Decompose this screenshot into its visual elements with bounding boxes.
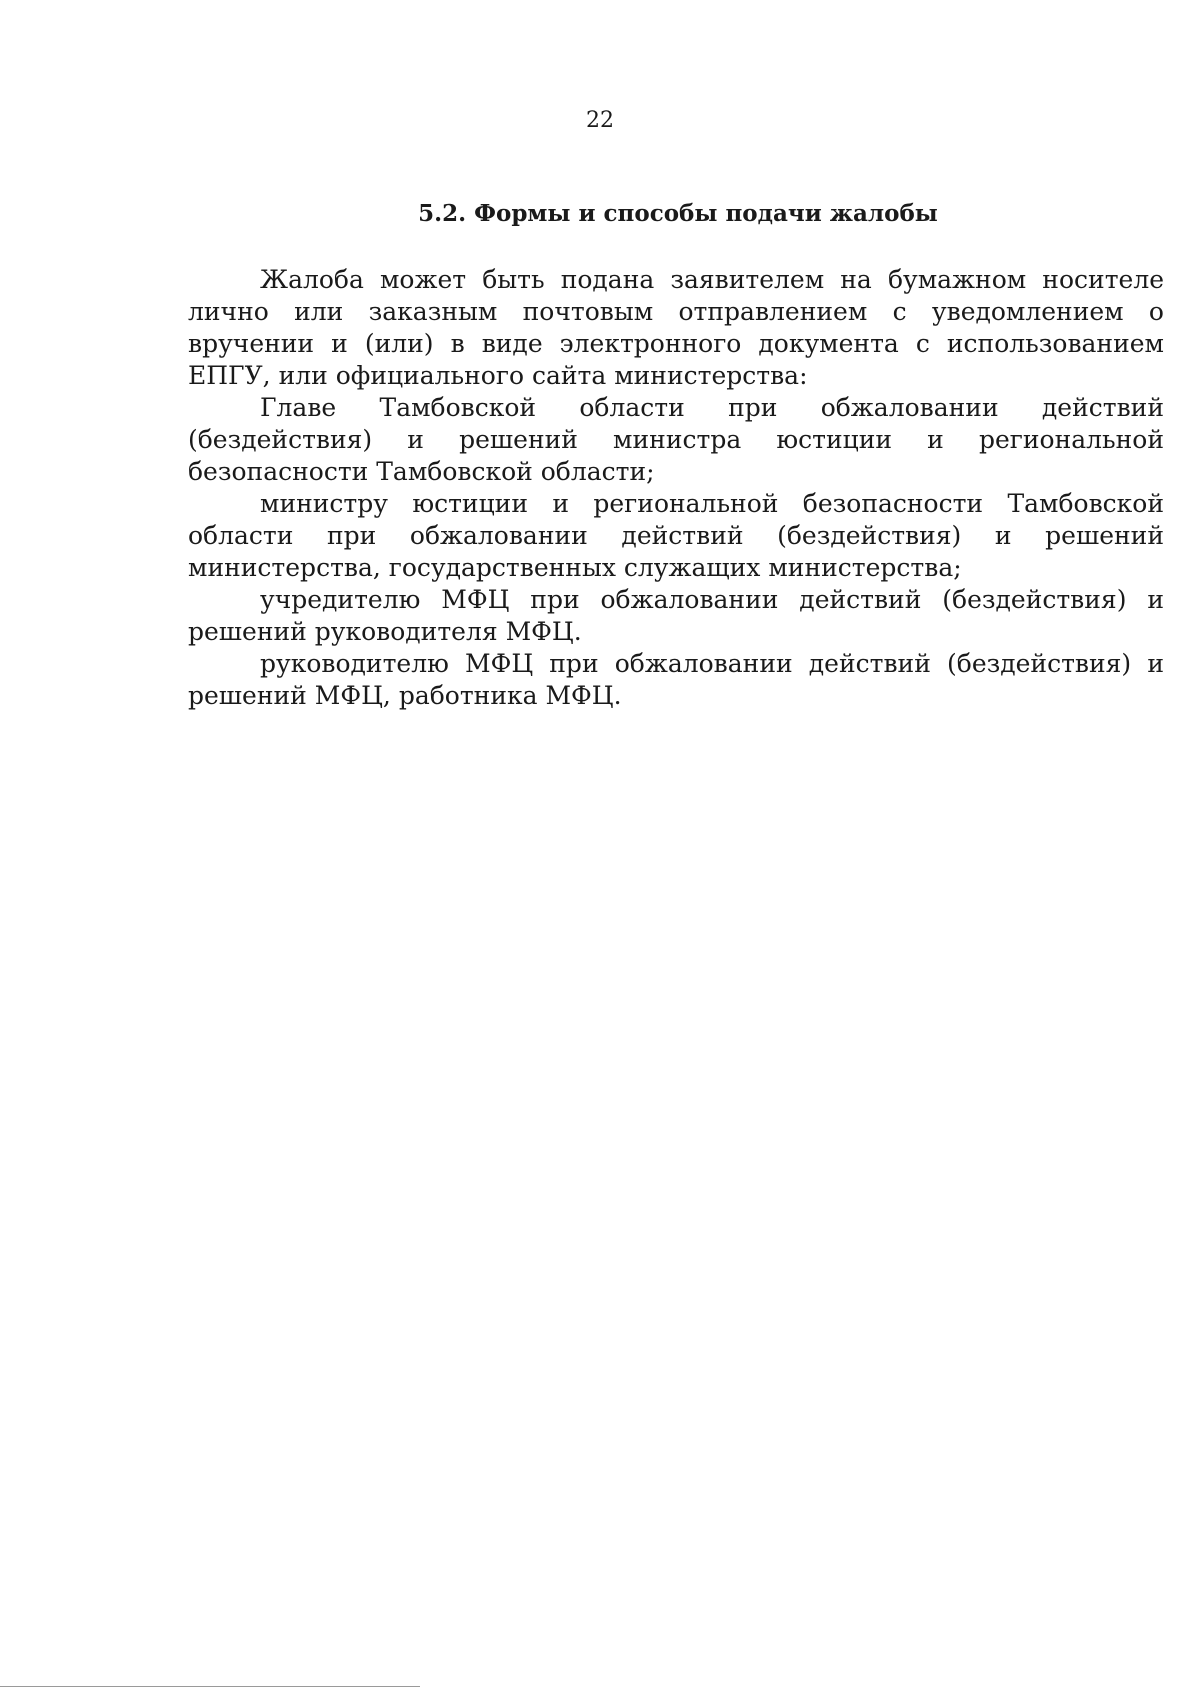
document-body [188,264,1164,712]
paragraph-mfc-founder: учредителю МФЦ при обжаловании действий (бездействия) и решений руководителя МФЦ. [188,585,1164,646]
scan-edge-line [0,1686,420,1687]
section-heading: 5.2. Формы и способы подачи жалобы [418,200,938,227]
paragraph-governor: Главе Тамбовской области при обжаловании действий (бездействия) и решений министра юстиции и региональной безопасности Тамбовской области; [188,393,1164,486]
page-number: 22 [586,108,614,133]
paragraph-mfc-head: руководителю МФЦ при обжаловании действий (бездействия) и решений МФЦ, работника МФЦ. [188,649,1164,710]
paragraph-complaint-submission: Жалоба может быть подана заявителем на бумажном носителе лично или заказным почтовым отправлением с уведомлением о вручении и (или) в виде электронного документа с использованием ЕПГУ, или официального сайта министерства: [188,265,1164,390]
paragraph-minister: министру юстиции и региональной безопасности Тамбовской области при обжаловании действий (бездействия) и решений министерства, государственных служащих министерства; [188,489,1164,582]
